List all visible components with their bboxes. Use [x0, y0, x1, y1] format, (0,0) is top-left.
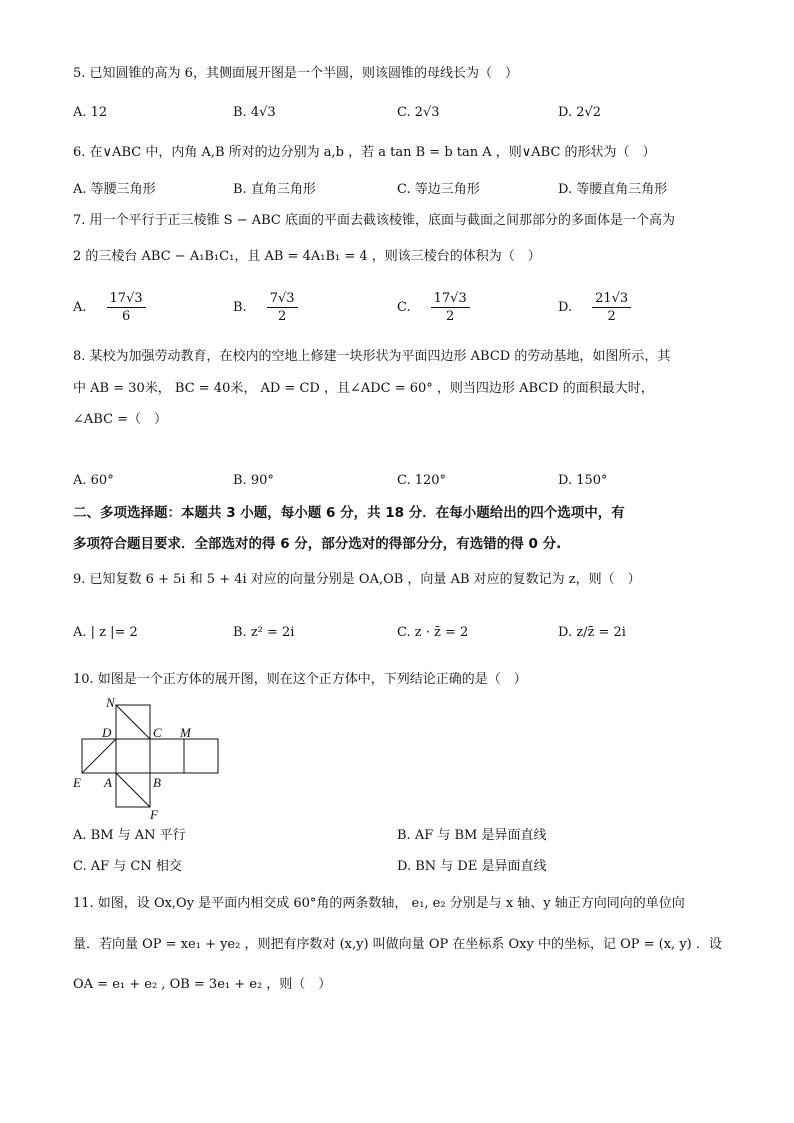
q9-option-c: C. z · z̄ = 2 — [397, 625, 469, 640]
q6-option-c: C. 等边三角形 — [397, 182, 480, 197]
q6-option-a: A. 等腰三角形 — [73, 182, 156, 197]
fraction-denominator: 2 — [607, 309, 616, 324]
section-heading-line2: 多项符合题目要求．全部选对的得 6 分，部分选对的得部分分，有选错的得 0 分. — [73, 536, 562, 552]
q6-option-b: B. 直角三角形 — [233, 182, 316, 197]
section-heading-line1: 二、多项选择题：本题共 3 小题，每小题 6 分，共 18 分．在每小题给出的四个选项中，有 — [73, 505, 625, 521]
q8-stem-line2: 中 AB = 30米， BC = 40米， AD = CD ，且∠ADC = 60° ，则当四边形 ABCD 的面积最大时， — [73, 381, 654, 396]
q7-option-d-fraction — [592, 290, 631, 325]
net-square-right2 — [184, 739, 218, 773]
q10-option-a: A. BM 与 AN 平行 — [73, 828, 186, 843]
q7-stem-line1: 7. 用一个平行于正三棱锥 S − ABC 底面的平面去截该棱锥，底面与截面之间那部分的多面体是一个高为 — [73, 213, 675, 228]
q5-option-d: D. 2√2 — [558, 105, 602, 120]
q9-option-b: B. z² = 2i — [233, 625, 295, 640]
vertex-label-e: E — [73, 775, 81, 790]
vertex-label-d: D — [102, 725, 112, 740]
fraction-numerator: 17√3 — [431, 290, 470, 308]
q8-option-c: C. 120° — [397, 473, 447, 488]
q7-option-a — [73, 290, 148, 325]
q6-option-d: D. 等腰直角三角形 — [558, 182, 668, 197]
q7-option-b-fraction — [267, 290, 298, 325]
q7-option-c-label: C. — [397, 300, 411, 315]
fraction-numerator: 17√3 — [107, 290, 146, 308]
net-square-center — [116, 739, 150, 773]
q6-stem: 6. 在∨ABC 中，内角 A,B 所对的边分别为 a,b ，若 a tan B = b tan A ，则∨ABC 的形状为（ ） — [73, 145, 656, 160]
q10-option-d: D. BN 与 DE 是异面直线 — [397, 859, 547, 874]
vertex-label-b: B — [153, 775, 161, 790]
fraction-denominator: 6 — [121, 309, 131, 324]
q9-stem: 9. 已知复数 6 + 5i 和 5 + 4i 对应的向量分别是 OA,OB ，向量 AB 对应的复数记为 z，则（ ） — [73, 572, 641, 587]
q8-option-d: D. 150° — [558, 473, 608, 488]
q11-line3: OA = e₁ + e₂ , OB = 3e₁ + e₂ ，则（ ） — [73, 977, 332, 992]
q8-option-a: A. 60° — [73, 473, 114, 488]
q9-option-d: D. z/z̄ = 2i — [558, 625, 626, 640]
q8-stem-line3: ∠ABC =（ ） — [73, 412, 168, 427]
q7-option-b-label: B. — [233, 300, 247, 315]
q7-option-c-fraction — [431, 290, 470, 325]
vertex-label-a: A — [104, 775, 112, 790]
q5-option-b: B. 4√3 — [233, 105, 276, 120]
fraction-denominator: 2 — [277, 309, 287, 324]
q9-option-a: A. | z |= 2 — [73, 625, 138, 640]
vertex-label-n: N — [106, 697, 115, 710]
net-diagonal-bottom — [116, 773, 150, 807]
net-diagonal-top — [116, 705, 150, 739]
fraction-numerator: 21√3 — [592, 290, 631, 308]
cube-net-figure — [70, 697, 240, 822]
q7-option-b — [233, 290, 300, 325]
q7-option-a-fraction — [107, 290, 146, 325]
q10-option-c: C. AF 与 CN 相交 — [73, 859, 182, 874]
q7-option-d — [558, 290, 633, 325]
q10-option-b: B. AF 与 BM 是异面直线 — [397, 828, 547, 843]
q5-stem: 5. 已知圆锥的高为 6，其侧面展开图是一个半圆，则该圆锥的母线长为（ ） — [73, 66, 518, 81]
q10-stem: 10. 如图是一个正方体的展开图，则在这个正方体中，下列结论正确的是（ ） — [73, 672, 527, 687]
fraction-numerator: 7√3 — [267, 290, 298, 308]
q5-option-c: C. 2√3 — [397, 105, 440, 120]
q8-stem-line1: 8. 某校为加强劳动教育，在校内的空地上修建一块形状为平面四边形 ABCD 的劳动基地，如图所示，其 — [73, 349, 671, 364]
q8-option-b: B. 90° — [233, 473, 274, 488]
fraction-denominator: 2 — [446, 309, 455, 324]
q7-option-c — [397, 290, 472, 325]
q7-stem-line2: 2 的三棱台 ABC − A₁B₁C₁，且 AB = 4A₁B₁ = 4 ，则该三棱台的体积为（ ） — [73, 249, 541, 264]
q11-line1: 11. 如图，设 Ox,Oy 是平面内相交成 60°角的两条数轴， e₁, e₂ 分别是与 x 轴、y 轴正方向同向的单位向 — [73, 896, 685, 911]
vertex-label-m: M — [180, 725, 191, 740]
q5-option-a: A. 12 — [73, 105, 108, 120]
vertex-label-c: C — [153, 725, 162, 740]
q11-line2: 量．若向量 OP = xe₁ + ye₂ ，则把有序数对 (x,y) 叫做向量 OP 在坐标系 Oxy 中的坐标，记 OP = (x, y) ．设 — [73, 937, 722, 952]
vertex-label-f: F — [150, 807, 158, 822]
q7-option-d-label: D. — [558, 300, 573, 315]
q7-option-a-label: A. — [73, 300, 87, 315]
net-square-right1 — [150, 739, 184, 773]
net-diagonal-left — [82, 739, 116, 773]
